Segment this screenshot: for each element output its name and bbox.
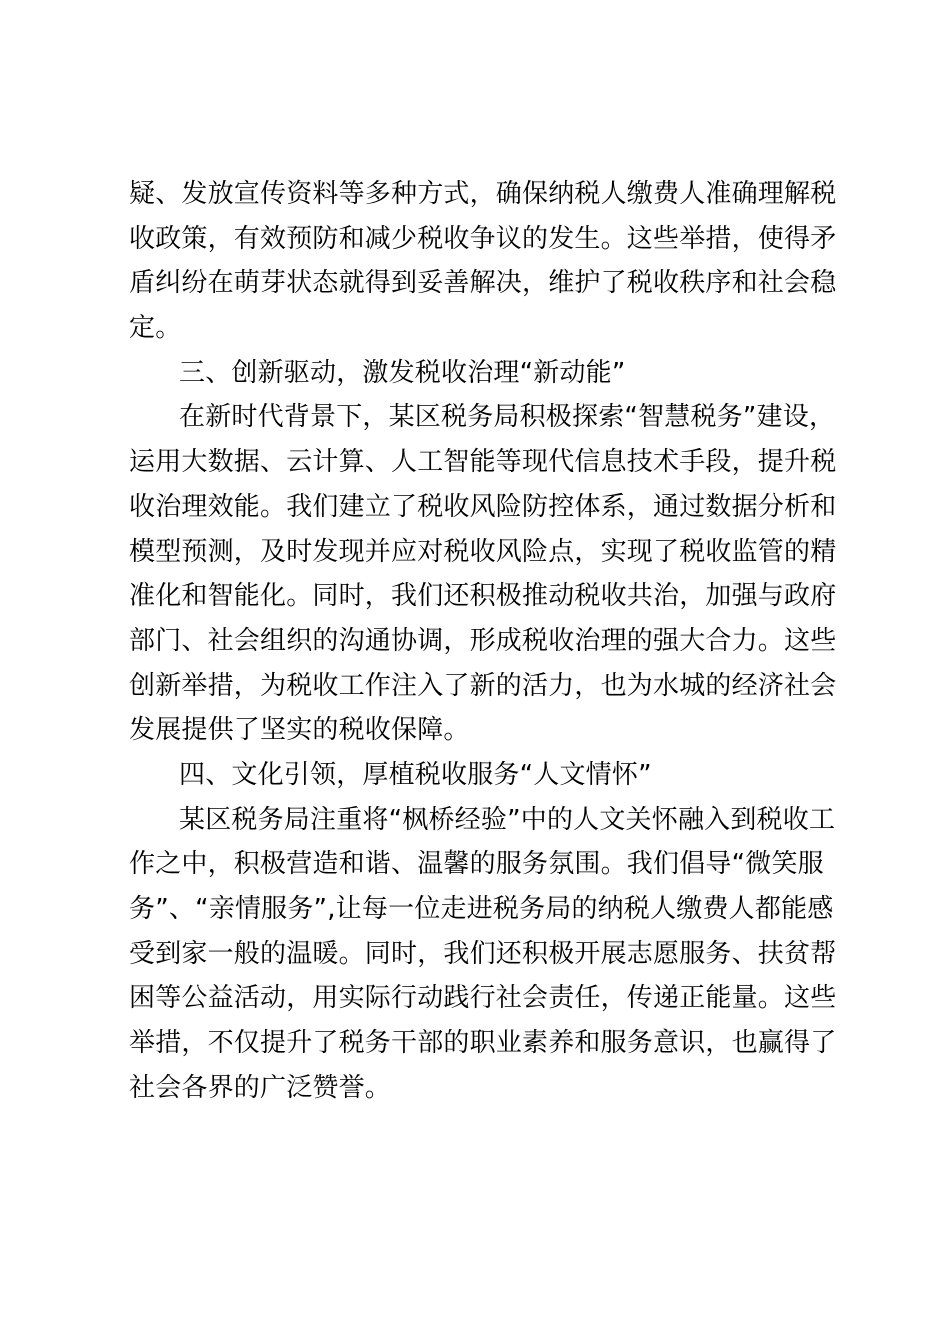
paragraph-line: 受到家一般的温暖。同时，我们还积极开展志愿服务、扶贫帮: [129, 938, 837, 969]
paragraph-line: 创新举措，为税收工作注入了新的活力，也为水城的经济社会: [129, 670, 837, 701]
paragraph-line: 部门、社会组织的沟通协调，形成税收治理的强大合力。这些: [129, 625, 837, 656]
paragraph-line: 准化和智能化。同时，我们还积极推动税收共治，加强与政府: [129, 581, 837, 612]
paragraph-line: 举措，不仅提升了税务干部的职业素养和服务意识，也赢得了: [129, 1028, 837, 1059]
paragraph-line: 某区税务局注重将“枫桥经验”中的人文关怀融入到税收工: [179, 804, 836, 835]
section-heading: 三、创新驱动，激发税收治理“新动能”: [179, 357, 626, 388]
paragraph-line: 发展提供了坚实的税收保障。: [129, 715, 470, 746]
body-text: [129, 172, 837, 1110]
paragraph-line: 社会各界的广泛赞誉。: [129, 1072, 392, 1103]
paragraph-line: 定。: [129, 313, 182, 344]
paragraph-line: 收政策，有效预防和减少税收争议的发生。这些举措，使得矛: [129, 223, 837, 254]
section-heading: 四、文化引领，厚植税收服务“人文情怀”: [179, 759, 652, 790]
paragraph-line: 收治理效能。我们建立了税收风险防控体系，通过数据分析和: [129, 491, 837, 522]
paragraph-line: 运用大数据、云计算、人工智能等现代信息技术手段，提升税: [129, 447, 837, 478]
paragraph-line: 困等公益活动，用实际行动践行社会责任，传递正能量。这些: [129, 983, 837, 1014]
paragraph-line: 在新时代背景下，某区税务局积极探索“智慧税务”建设，: [179, 402, 836, 433]
paragraph-line: 务”、“亲情服务”,让每一位走进税务局的纳税人缴费人都能感: [129, 894, 834, 924]
paragraph-line: 作之中，积极营造和谐、温馨的服务氛围。我们倡导“微笑服: [129, 849, 824, 880]
paragraph-line: 模型预测，及时发现并应对税收风险点，实现了税收监管的精: [129, 536, 837, 567]
paragraph-line: 疑、发放宣传资料等多种方式，确保纳税人缴费人准确理解税: [129, 179, 837, 209]
paragraph-line: 盾纠纷在萌芽状态就得到妥善解决，维护了税收秩序和社会稳: [129, 268, 837, 299]
